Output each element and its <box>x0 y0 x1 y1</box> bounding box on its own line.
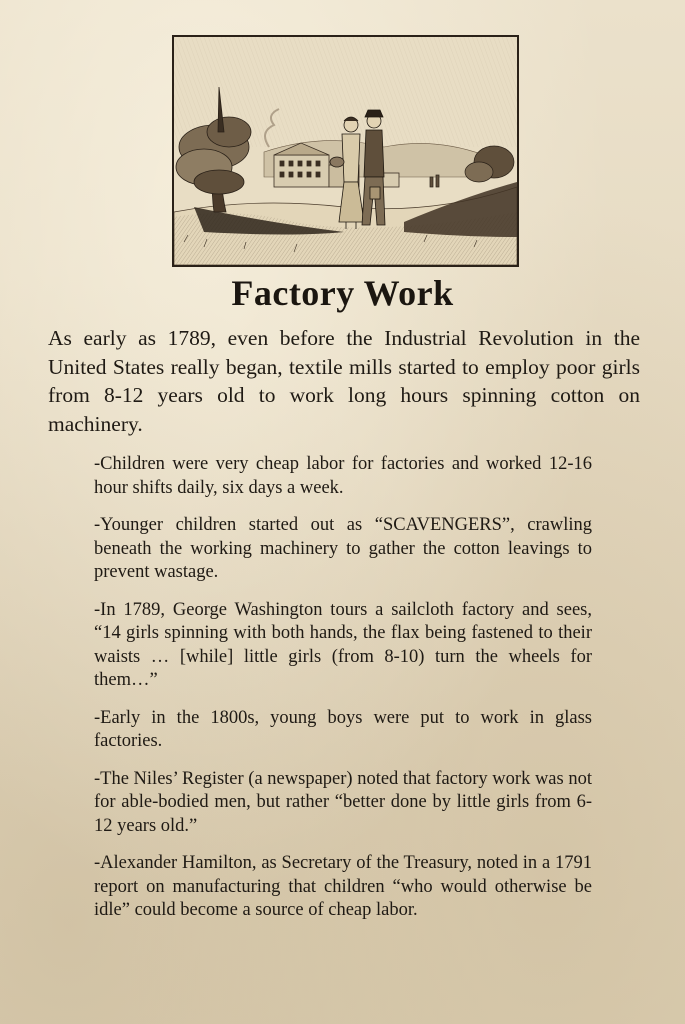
fact-list <box>94 453 592 937</box>
fact-item: -Early in the 1800s, young boys were put to work in glass factories. <box>94 707 592 751</box>
fact-item: -Children were very cheap labor for factories and worked 12-16 hour shifts daily, six days a week. <box>94 454 592 498</box>
fact-item: -In 1789, George Washington tours a sailcloth factory and sees, “14 girls spinning with both hands, the flax being fastened to their waists … [while] little girls (from 8-10) turn the wheels for them…” <box>94 599 592 690</box>
fact-item: -The Niles’ Register (a newspaper) noted that factory work was not for able-bodied men, but rather “better done by little girls from 6-12 years old.” <box>94 768 592 836</box>
engraving-artwork <box>174 37 517 265</box>
fact-item: -Alexander Hamilton, as Secretary of the Treasury, noted in a 1791 report on manufacturing that children “who would otherwise be idle” could become a source of cheap labor. <box>94 853 592 920</box>
intro-paragraph: As early as 1789, even before the Industrial Revolution in the United States really began, textile mills started to employ poor girls from 8-12 years old to work long hours spinning cotton on machinery. <box>48 326 640 436</box>
page-title: Factory Work <box>231 273 454 313</box>
fact-item: -Younger children started out as “SCAVENGERS”, crawling beneath the working machinery to gather the cotton leavings to prevent wastage. <box>94 515 592 582</box>
factory-children-engraving <box>172 35 519 267</box>
